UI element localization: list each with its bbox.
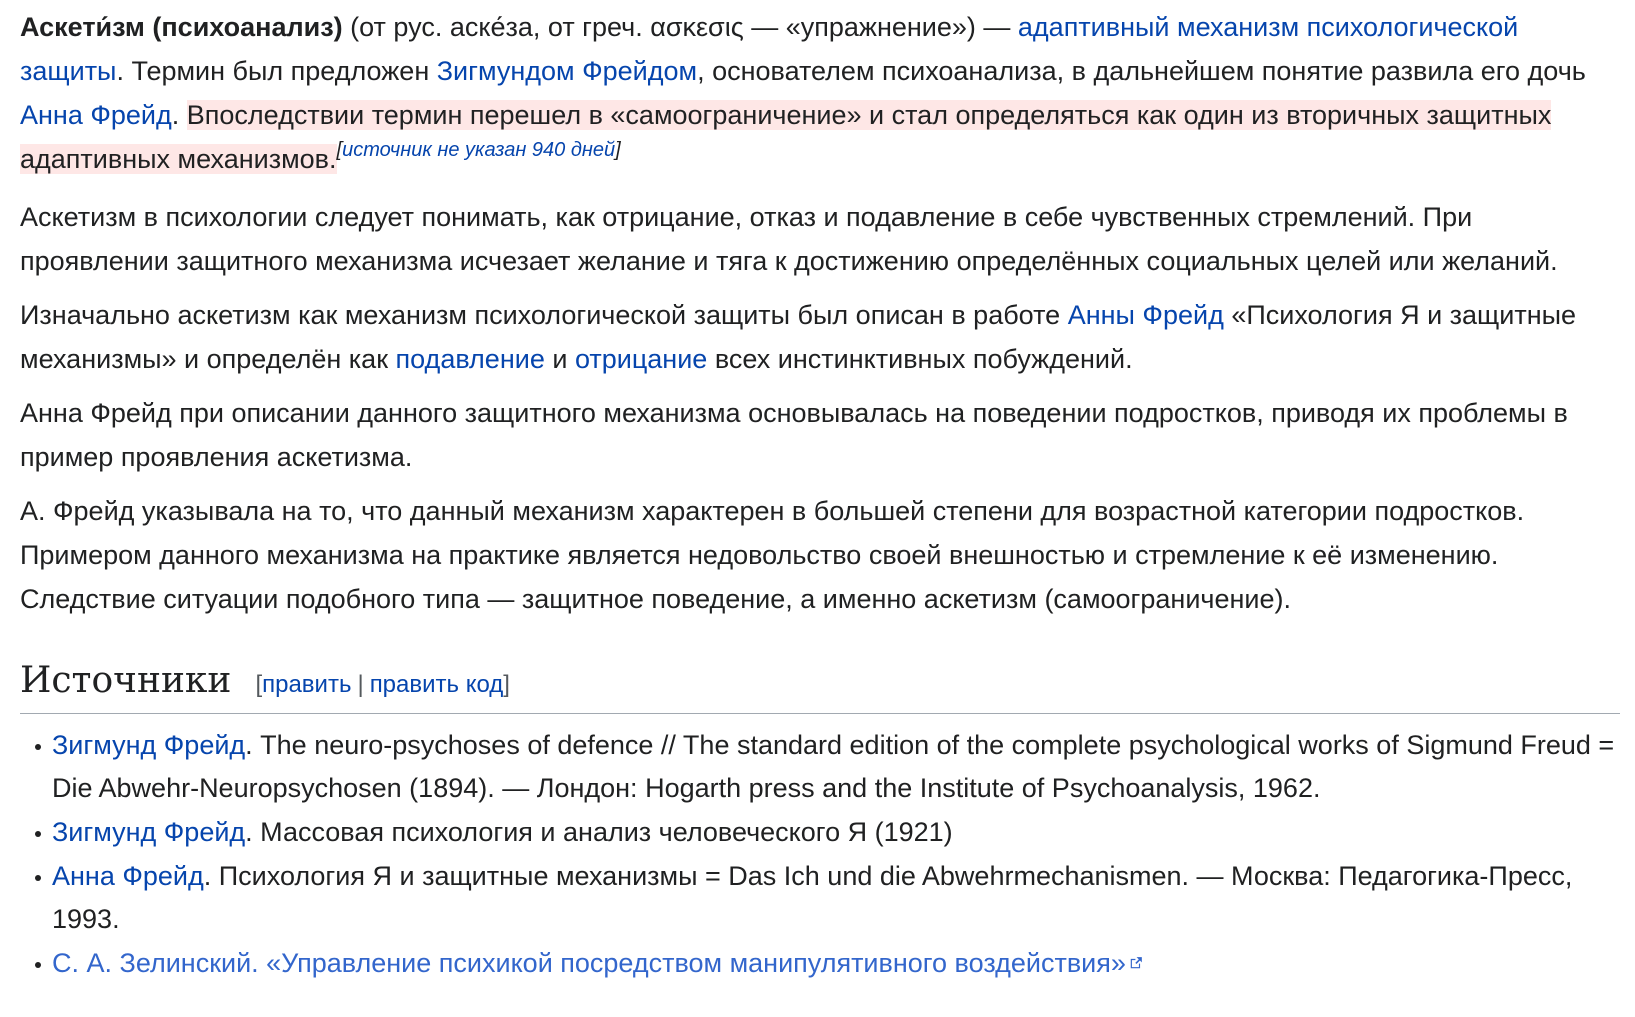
edit-code-link[interactable]: править код bbox=[369, 671, 504, 698]
list-item bbox=[52, 942, 1620, 985]
unsourced-highlight: Впоследствии термин перешел в «самоограничение» и стал определяться как один из вторичных защитных адаптивных механизмов. bbox=[20, 100, 1552, 174]
edit-separator: | bbox=[357, 671, 364, 698]
edit-bracket-open: [ bbox=[255, 671, 263, 698]
sources-heading bbox=[20, 657, 1620, 714]
external-source-link[interactable] bbox=[52, 948, 1143, 978]
sources-list bbox=[20, 724, 1620, 985]
intro-text-5: . bbox=[171, 100, 187, 130]
p3-text-1: Изначально аскетизм как механизм психологической защиты был описан в работе bbox=[20, 300, 1068, 330]
source-text: . Психология Я и защитные механизмы = Das Ich und die Abwehrmechanismen. — Москва: Педагогика-Пресс, 1993. bbox=[52, 861, 1573, 934]
source-author-link[interactable]: Зигмунд Фрейд bbox=[52, 817, 246, 847]
sources-heading-title: Источники bbox=[20, 660, 232, 701]
article-content bbox=[20, 0, 1620, 985]
citation-bracket-close: ] bbox=[615, 139, 621, 161]
intro-text-3: . Термин был предложен bbox=[116, 56, 437, 86]
article-term: Аскети́зм (психоанализ) bbox=[20, 12, 343, 42]
list-item bbox=[52, 855, 1620, 941]
citation-bracket-open: [ bbox=[336, 139, 343, 161]
paragraph-4: Анна Фрейд при описании данного защитного механизма основывалась на поведении подростков, приводя их проблемы в пример проявления аскетизма. bbox=[20, 398, 1568, 472]
paragraph-2: Аскетизм в психологии следует понимать, как отрицание, отказ и подавление в себе чувственных стремлений. При проявлении защитного механизма исчезает желание и тяга к достижению определённых социальных целей или желаний. bbox=[20, 202, 1558, 276]
source-text: . Массовая психология и анализ человеческого Я (1921) bbox=[245, 817, 953, 847]
link-podavlenie[interactable]: подавление bbox=[395, 344, 545, 374]
source-author-link[interactable]: Зигмунд Фрейд bbox=[52, 730, 246, 760]
link-defense-mechanism[interactable]: адаптивный механизм психологической защиты bbox=[20, 12, 1519, 86]
external-link-icon bbox=[1129, 956, 1143, 970]
intro-text-4: , основателем психоанализа, в дальнейшем понятие развила его дочь bbox=[697, 56, 1586, 86]
intro-paragraph bbox=[20, 5, 1620, 181]
citation-needed-link[interactable]: источник не указан 940 дней bbox=[342, 139, 616, 161]
edit-section bbox=[255, 661, 510, 709]
link-askeza[interactable]: аске́за bbox=[449, 12, 533, 42]
p3-text-4: всех инстинктивных побуждений. bbox=[707, 344, 1133, 374]
source-text: . The neuro-psychoses of defence // The standard edition of the complete psychological works of Sigmund Freud = Die Abwehr-Neuropsychosen (1894). — Лондон: Hogarth press and the Institute of Psychoanalysis, 1962. bbox=[52, 730, 1615, 803]
link-sigmund-freud[interactable]: Зигмундом Фрейдом bbox=[436, 56, 698, 86]
list-item bbox=[52, 724, 1620, 810]
intro-text-2: , от греч. ασκεσις — «упражнение») — bbox=[532, 12, 1018, 42]
link-anna-freud[interactable]: Анна Фрейд bbox=[20, 100, 172, 130]
p3-text-3: и bbox=[544, 344, 575, 374]
citation-needed bbox=[337, 139, 621, 161]
link-anna-freud-2[interactable]: Анны Фрейд bbox=[1067, 300, 1224, 330]
link-otricanie[interactable]: отрицание bbox=[574, 344, 708, 374]
edit-link[interactable]: править bbox=[262, 671, 352, 698]
list-item bbox=[52, 811, 1620, 854]
paragraph-3 bbox=[20, 293, 1620, 381]
paragraph-5: А. Фрейд указывала на то, что данный механизм характерен в большей степени для возрастной категории подростков. Примером данного механизма на практике является недовольство своей внешностью и стремление к её изменению. Следствие ситуации подобного типа — защитное поведение, а именно аскетизм (самоограничение). bbox=[20, 496, 1525, 614]
edit-bracket-close: ] bbox=[503, 671, 510, 698]
p3-text-2: «Психология Я и защитные механизмы» и определён как bbox=[20, 300, 1577, 374]
intro-text-1: (от рус. bbox=[342, 12, 450, 42]
external-source-label: С. А. Зелинский. «Управление психикой посредством манипулятивного воздействия» bbox=[52, 948, 1126, 978]
source-author-link[interactable]: Анна Фрейд bbox=[52, 861, 204, 891]
